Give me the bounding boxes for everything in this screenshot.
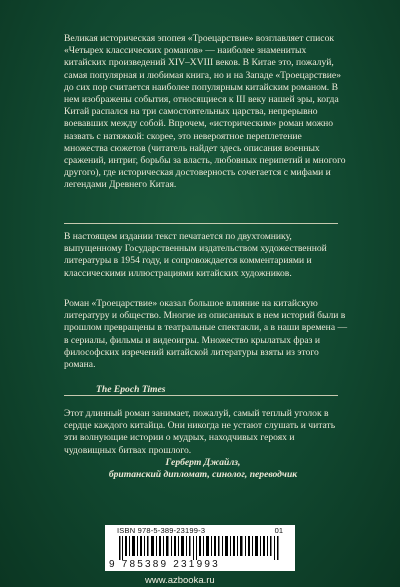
divider: [64, 223, 338, 224]
attribution-title: британский дипломат, синолог, переводчик: [108, 469, 298, 480]
barcode-digits: 9 785389 231993: [109, 559, 220, 570]
review-source: The Epoch Times: [96, 384, 166, 395]
divider: [64, 395, 338, 396]
barcode-bars: [119, 536, 281, 560]
isbn-barcode: [105, 525, 295, 571]
review-quote: Роман «Троецарствие» оказал большое влияние на китайскую литературу и общество. Многие из описанных в нем историй были в прошлом превращены в театральные спектакли, а в наши времена — в сериалы, фильмы и видеоигры. Множество крылатых фраз и философских изречений китайской литературы взяты из этого романа.: [64, 298, 348, 371]
publisher-website[interactable]: www.azbooka.ru: [145, 575, 215, 586]
blurb-paragraph-1: Великая историческая эпопея «Троецарствие» возглавляет список «Четырех классических романов» — наиболее знаменитых китайских произведений XIV–XVIII веков. В Китае это, пожалуй, самая популярная и любимая книга, но и на Западе «Троецарствие» до сих пор считается наиболее популярным китайским романом. В нем изображены события, относящиеся к III веку нашей эры, когда Китай распался на три самостоятельных царства, непрерывно воевавших между собой. Впрочем, «историческим» роман можно назвать с натяжкой: скорее, это невероятное переплетение множества сюжетов (читатель найдет здесь описания военных сражений, интриг, борьбы за власть, любовных перипетий и многого другого), где историческая достоверность сочетается с мифами и легендами Древнего Китая.: [64, 33, 346, 191]
quote-attribution: [78, 457, 328, 481]
blurb-paragraph-2: В настоящем издании текст печатается по двухтомнику, выпущенному Государственным издательством художественной литературы в 1954 году, и сопровождается комментариями и классическими иллюстрациями китайских художников.: [64, 231, 327, 279]
isbn-addon: 01: [274, 526, 283, 535]
isbn-label: ISBN 978-5-389-23199-3: [117, 526, 206, 535]
attribution-name: Герберт Джайлз,: [165, 457, 241, 468]
author-quote: Этот длинный роман занимает, пожалуй, самый теплый уголок в сердце каждого китайца. Они никогда не устают слушать и читать эти волнующие истории о мудрых, находчивых героях и чудовищных битвах прошлого.: [64, 408, 336, 456]
